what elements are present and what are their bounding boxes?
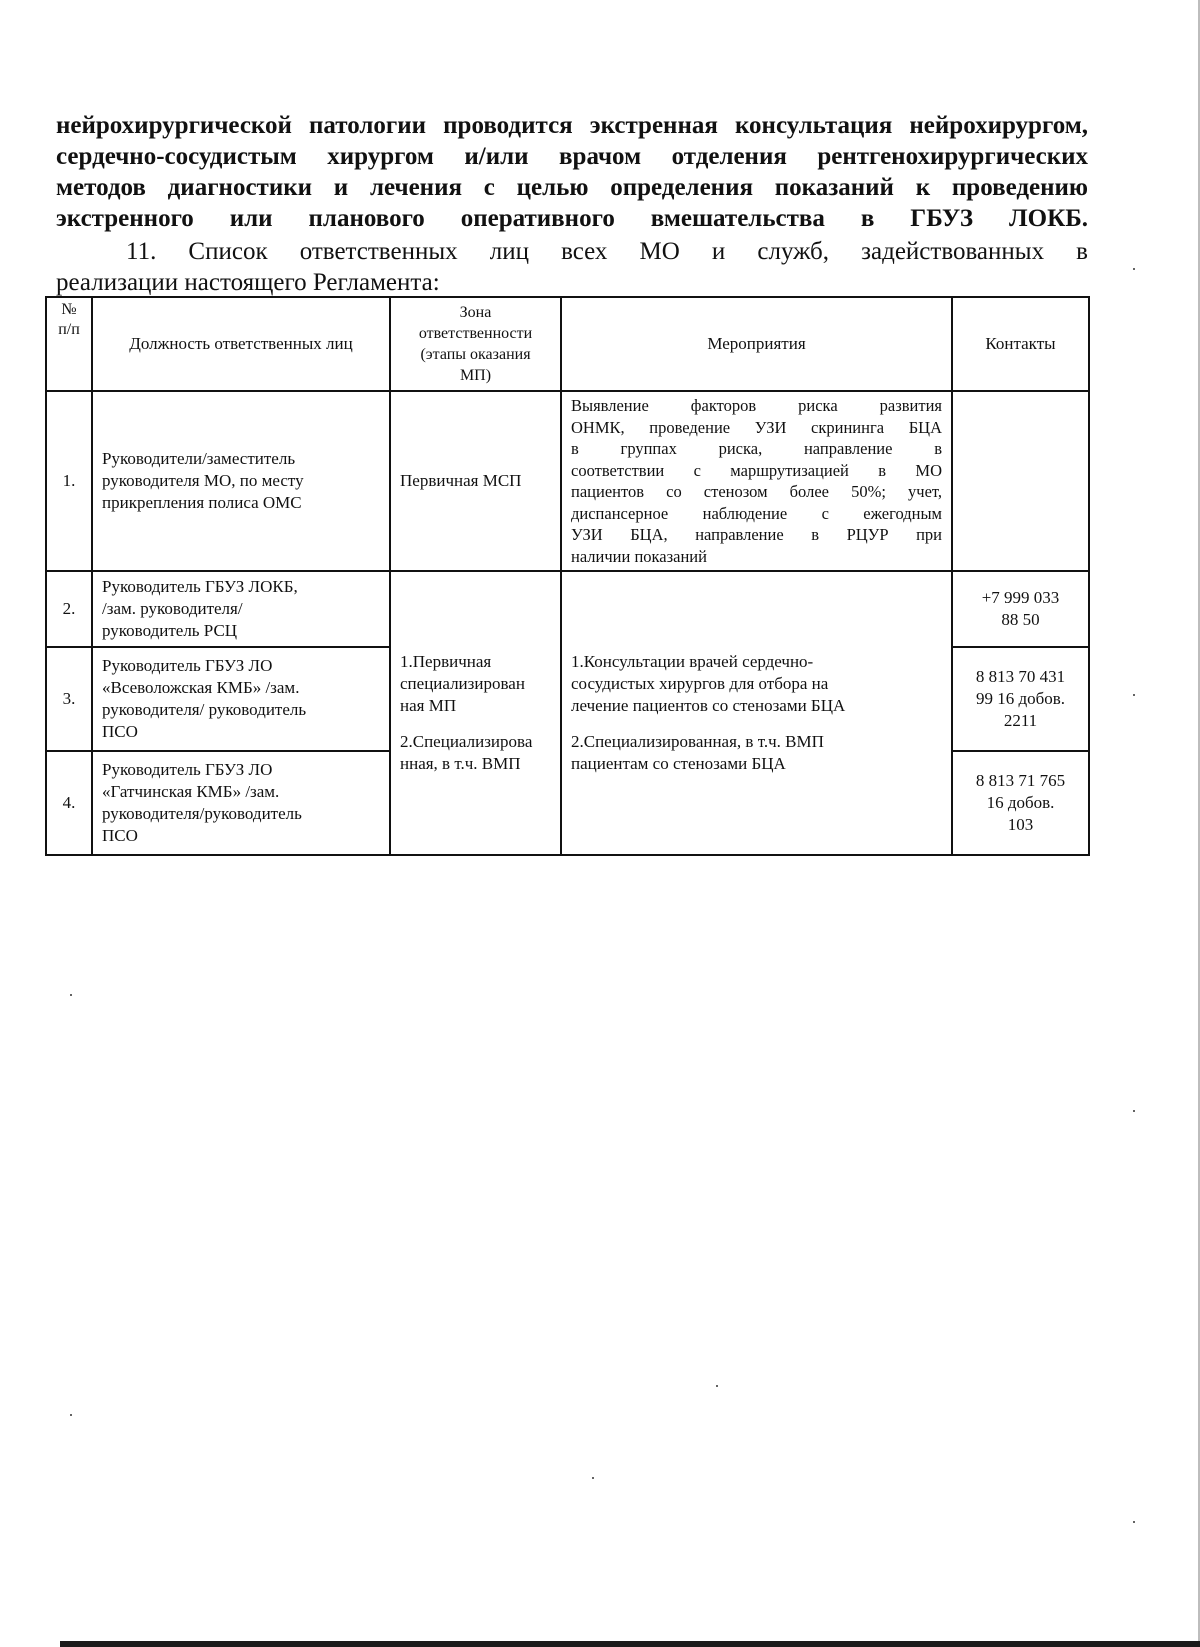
header-zone-line: МП) — [459, 367, 492, 384]
header-zone-line: ответственности — [418, 325, 533, 342]
table-row — [46, 391, 1089, 571]
position-line: Руководитель ГБУЗ ЛОКБ, — [102, 577, 298, 596]
contacts-line: +7 999 033 — [981, 588, 1060, 607]
scan-speck — [716, 1385, 718, 1387]
intro-line: нейрохирургической патологии проводится экстренная консультация нейрохирургом, — [56, 112, 1088, 139]
measures-line: 2.Специализированная, в т.ч. ВМП — [571, 732, 824, 751]
intro-line: сердечно-сосудистым хирургом и/или врачом отделения рентгенохирургических — [56, 143, 1088, 170]
measures-line: наличии показаний — [571, 546, 707, 566]
row-number: 4. — [46, 751, 92, 855]
position-line: руководителя/руководитель — [102, 804, 302, 823]
row-position — [92, 391, 390, 571]
intro-paragraph — [56, 110, 1088, 234]
shared-measures — [561, 571, 952, 855]
position-line: руководителя/ руководитель — [102, 700, 307, 719]
contacts-line: 88 50 — [1001, 610, 1040, 629]
shared-zone — [390, 571, 561, 855]
row-number: 2. — [46, 571, 92, 647]
row-position — [92, 647, 390, 751]
responsible-persons-table — [45, 296, 1090, 856]
position-line: «Гатчинская КМБ» /зам. — [102, 782, 280, 801]
row-contacts — [952, 571, 1089, 647]
contacts-line: 16 добов. — [986, 793, 1055, 812]
row-contacts — [952, 391, 1089, 571]
position-line: Руководитель ГБУЗ ЛО — [102, 760, 273, 779]
measures-line: сосудистых хирургов для отбора на — [571, 674, 829, 693]
position-line: «Всеволожская КМБ» /зам. — [102, 678, 300, 697]
measures-line: в группах риска, направление в — [571, 439, 942, 458]
contacts-line: 99 16 добов. — [975, 689, 1066, 708]
position-line: Руководитель ГБУЗ ЛО — [102, 656, 273, 675]
header-zone — [390, 297, 561, 391]
position-line: руководитель РСЦ — [102, 621, 238, 640]
contacts-line: 8 813 71 765 — [975, 771, 1066, 790]
scan-speck — [592, 1477, 594, 1479]
measures-gap — [571, 717, 942, 731]
scan-speck — [1133, 1110, 1135, 1112]
row-number: 1. — [46, 391, 92, 571]
page-edge-bottom — [60, 1641, 1200, 1647]
measures-line: пациентам со стенозами БЦА — [571, 754, 786, 773]
contacts-line: 2211 — [1003, 711, 1038, 730]
header-zone-line: Зона — [459, 304, 492, 321]
intro-line: экстренного или планового оперативного вмешательства в ГБУЗ ЛОКБ. — [56, 205, 1088, 232]
zone-line: ная МП — [400, 696, 457, 715]
section-heading-line: реализации настоящего Регламента: — [56, 269, 440, 296]
intro-line: методов диагностики и лечения с целью определения показаний к проведению — [56, 174, 1088, 201]
zone-line: 1.Первичная — [400, 652, 492, 671]
measures-line: пациентов со стенозом более 50%; учет, — [571, 482, 942, 501]
scan-speck — [70, 1414, 72, 1416]
measures-line: Выявление факторов риска развития — [571, 396, 942, 415]
position-line: Руководители/заместитель — [102, 449, 296, 468]
row-zone: Первичная МСП — [390, 391, 561, 571]
header-position: Должность ответственных лиц — [92, 297, 390, 391]
scan-speck — [1133, 694, 1135, 696]
table-row — [46, 571, 1089, 647]
header-measures: Мероприятия — [561, 297, 952, 391]
table-header-row — [46, 297, 1089, 391]
header-contacts: Контакты — [952, 297, 1089, 391]
position-line: руководителя МО, по месту — [102, 471, 304, 490]
row-contacts — [952, 751, 1089, 855]
contacts-line: 8 813 70 431 — [975, 667, 1066, 686]
row-measures — [561, 391, 952, 571]
measures-line: лечение пациентов со стенозами БЦА — [571, 696, 846, 715]
row-contacts — [952, 647, 1089, 751]
scan-speck — [70, 994, 72, 996]
zone-line: 2.Специализирова — [400, 732, 533, 751]
position-line: ПСО — [102, 826, 138, 845]
header-zone-line: (этапы оказания — [420, 346, 531, 363]
row-position — [92, 751, 390, 855]
measures-line: диспансерное наблюдение с ежегодным — [571, 503, 942, 523]
zone-line: специализирован — [400, 674, 525, 693]
measures-line: ОНМК, проведение УЗИ скрининга БЦА — [571, 417, 942, 437]
section-heading-line: 11. Список ответственных лиц всех МО и служб, задействованных в — [126, 238, 1088, 265]
header-number-bottom: п/п — [58, 321, 80, 338]
position-line: /зам. руководителя/ — [102, 599, 243, 618]
scan-speck — [1133, 268, 1135, 270]
position-line: ПСО — [102, 722, 138, 741]
header-number-top: № — [61, 301, 77, 318]
position-line: прикрепления полиса ОМС — [102, 493, 302, 512]
measures-line: соответствии с маршрутизацией в МО — [571, 460, 942, 480]
measures-line: УЗИ БЦА, направление в РЦУР при — [571, 525, 942, 544]
scan-speck — [1133, 1521, 1135, 1523]
measures-line: 1.Консультации врачей сердечно- — [571, 652, 814, 671]
contacts-line: 103 — [1007, 815, 1034, 834]
zone-line: нная, в т.ч. ВМП — [400, 754, 521, 773]
zone-gap — [400, 717, 551, 731]
row-number: 3. — [46, 647, 92, 751]
row-position — [92, 571, 390, 647]
header-number — [46, 297, 92, 391]
